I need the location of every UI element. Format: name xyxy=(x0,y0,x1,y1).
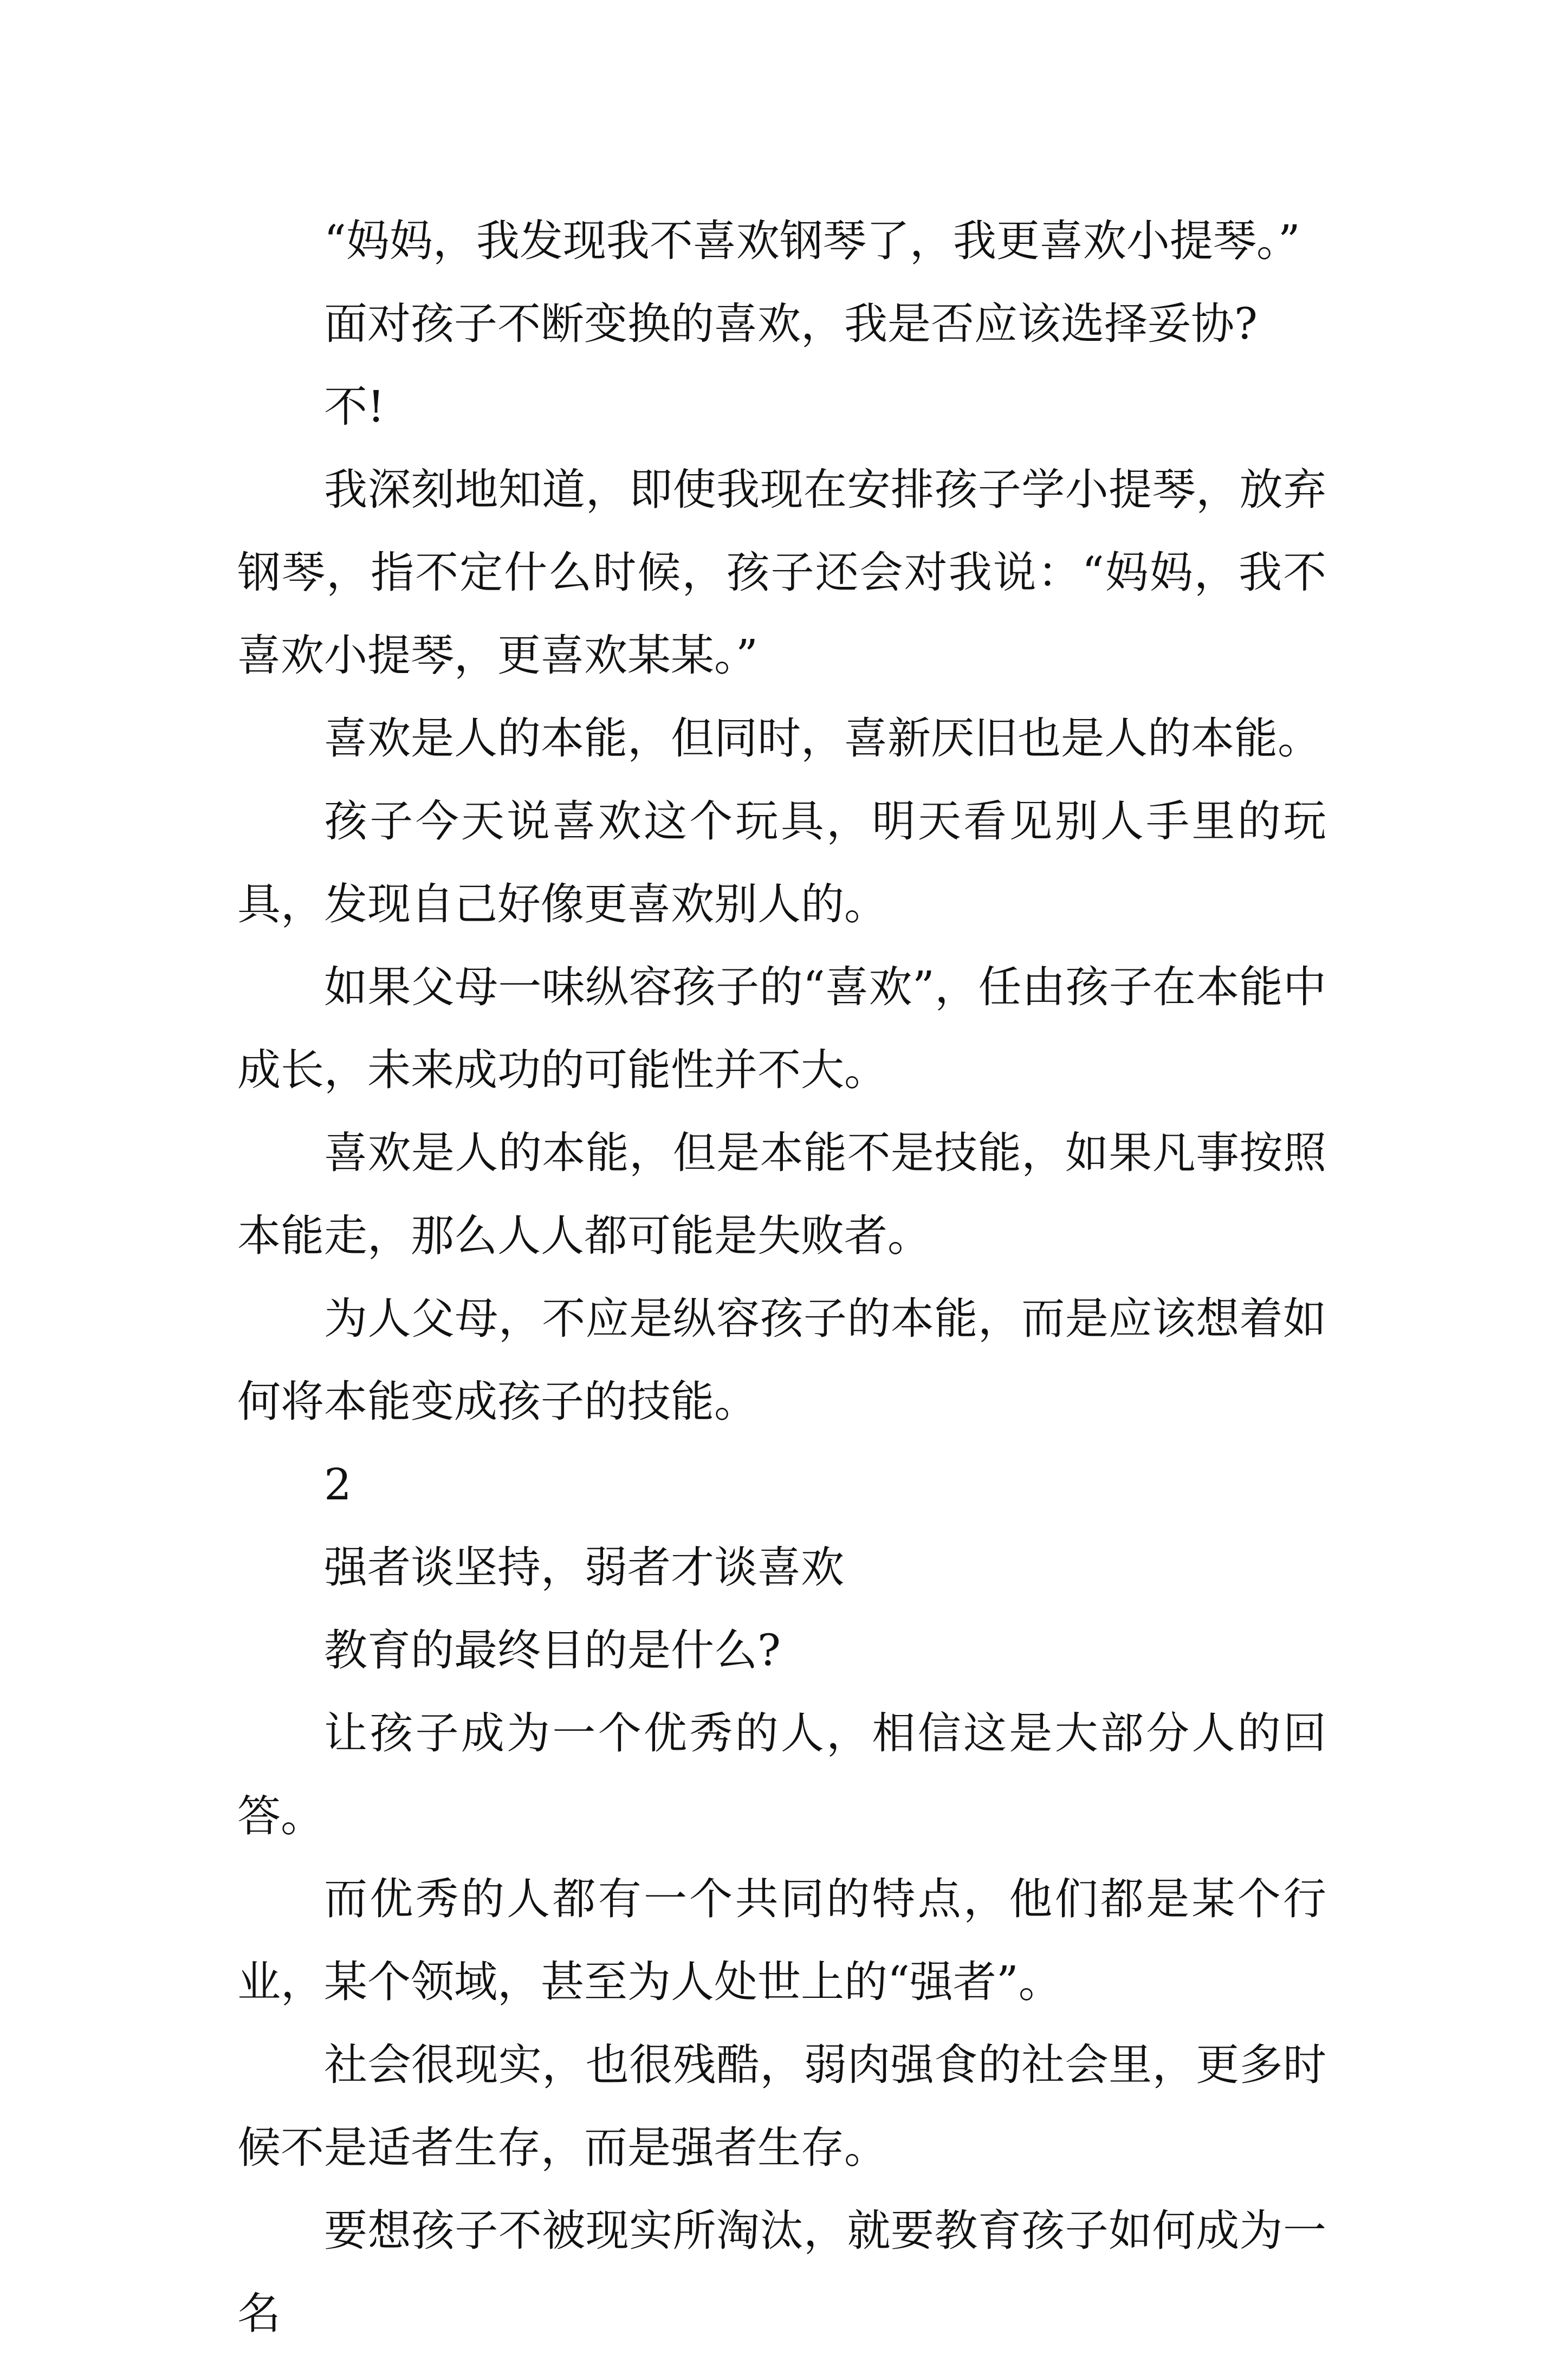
paragraph: 而优秀的人都有一个共同的特点，他们都是某个行业，某个领域，甚至为人处世上的“强者”。 xyxy=(237,1874,1326,2007)
paragraph: 为人父母，不应是纵容孩子的本能，而是应该想着如何将本能变成孩子的技能。 xyxy=(237,1293,1326,1427)
paragraph: 面对孩子不断变换的喜欢，我是否应该选择妥协? xyxy=(324,299,1258,349)
paragraph: 教育的最终目的是什么? xyxy=(324,1625,781,1675)
section-number: 2 xyxy=(324,1459,352,1510)
section-heading: 强者谈坚持，弱者才谈喜欢 xyxy=(324,1542,844,1593)
paragraph: 要想孩子不被现实所淘汰，就要教育孩子如何成为一名 xyxy=(237,2205,1326,2339)
paragraph: 我深刻地知道，即使我现在安排孩子学小提琴，放弃钢琴，指不定什么时候，孩子还会对我说：“妈妈，我不喜欢小提琴，更喜欢某某。” xyxy=(237,464,1326,681)
paragraph: 让孩子成为一个优秀的人，相信这是大部分人的回答。 xyxy=(237,1708,1326,1841)
paragraph: 孩子今天说喜欢这个玩具，明天看见别人手里的玩具，发现自己好像更喜欢别人的。 xyxy=(237,796,1326,929)
paragraph: 社会很现实，也很残酷，弱肉强食的社会里，更多时候不是适者生存，而是强者生存。 xyxy=(237,2040,1326,2173)
paragraph: 如果父母一味纵容孩子的“喜欢”，任由孩子在本能中成长，未来成功的可能性并不大。 xyxy=(237,962,1326,1095)
paragraph: 喜欢是人的本能，但是本能不是技能，如果凡事按照本能走，那么人人都可能是失败者。 xyxy=(237,1128,1326,1261)
body-text xyxy=(237,199,1326,2355)
paragraph: 不! xyxy=(324,381,385,432)
paragraph: 喜欢是人的本能，但同时，喜新厌旧也是人的本能。 xyxy=(324,713,1321,764)
paragraph: “妈妈，我发现我不喜欢钢琴了，我更喜欢小提琴。” xyxy=(324,216,1300,266)
